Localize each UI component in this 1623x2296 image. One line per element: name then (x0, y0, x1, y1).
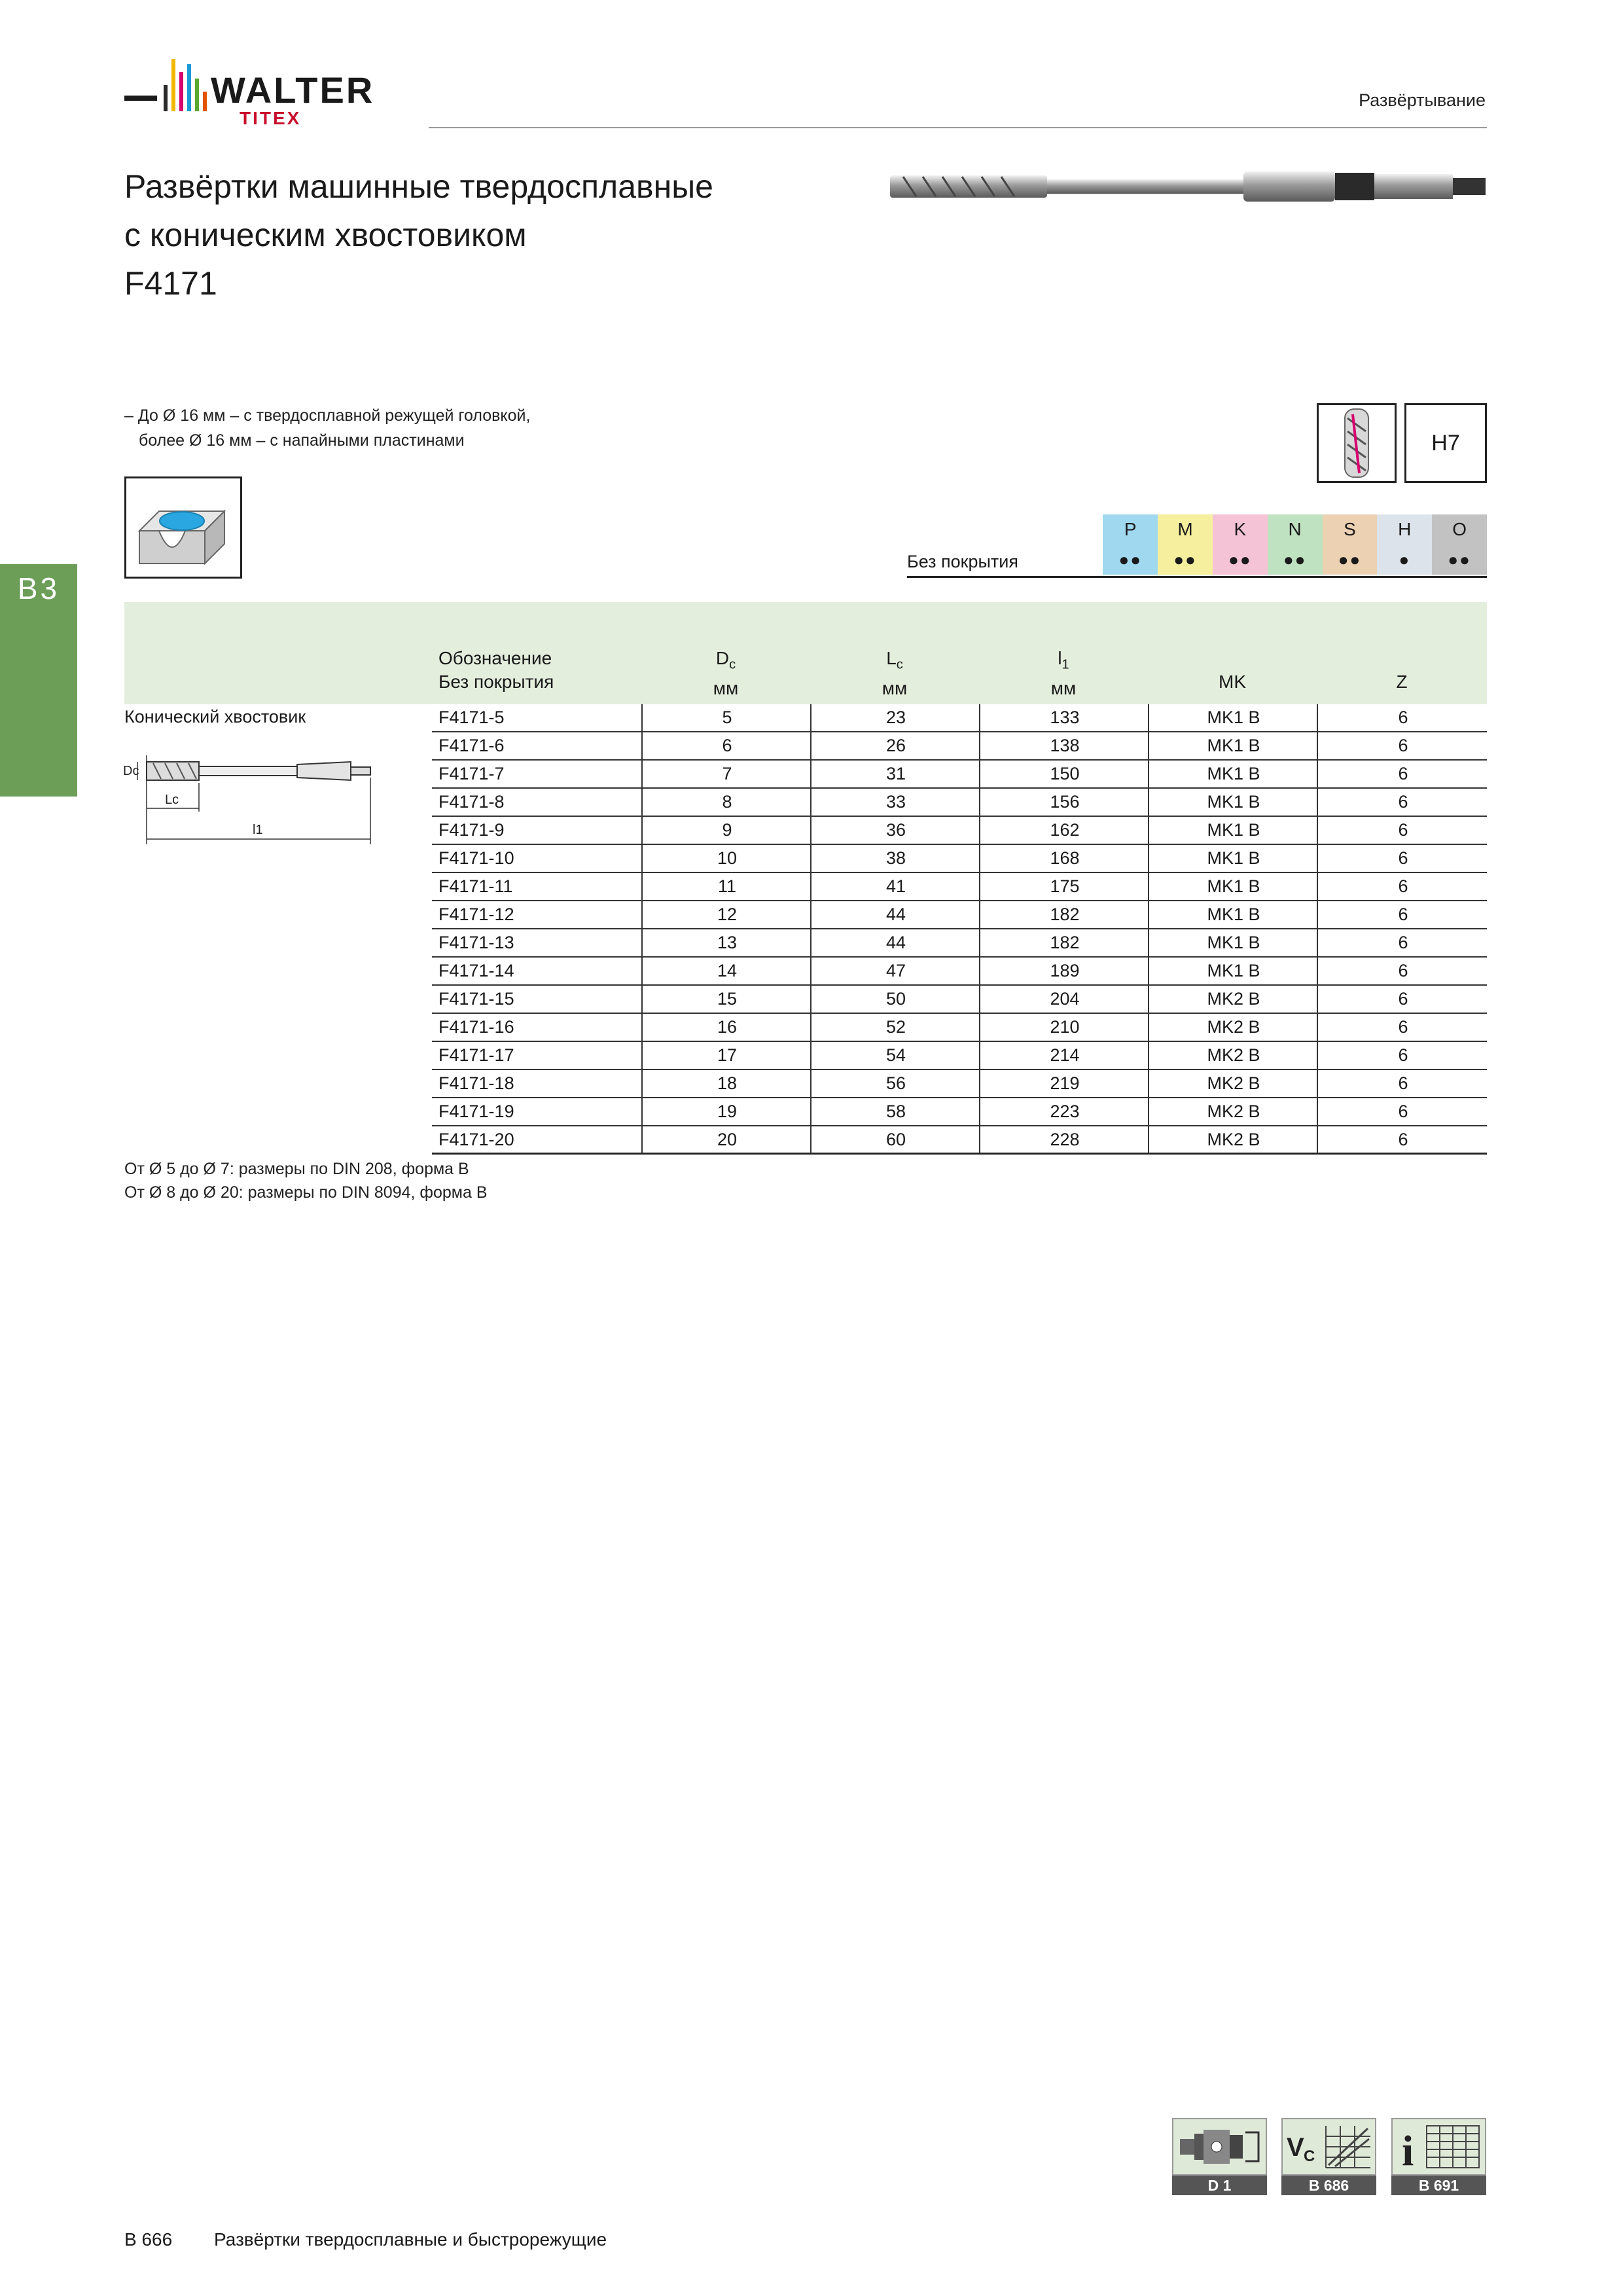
info-table-icon (1393, 2119, 1485, 2174)
table-row: F4171-17 17 54 214 MK2 B 6 (124, 1042, 1487, 1070)
svg-text:C: C (1304, 2147, 1315, 2165)
spiral-flute-icon (1319, 405, 1395, 481)
reference-b691[interactable]: i B 691 (1391, 2118, 1486, 2195)
note-line2: более Ø 16 мм – с напайными пластинами (139, 431, 465, 450)
table-row: F4171-11 11 41 175 MK1 B 6 (124, 873, 1487, 901)
rating-h: ● (1377, 545, 1432, 575)
svg-text:V: V (1287, 2133, 1304, 2162)
material-code-o: O (1432, 514, 1487, 545)
cutting-speed-chart-icon (1283, 2119, 1375, 2174)
header-divider (429, 127, 1487, 128)
note-line1: – До Ø 16 мм – с твердосплавной режущей головкой, (124, 406, 531, 425)
table-row: F4171-13 13 44 182 MK1 B 6 (124, 929, 1487, 958)
rating-s: ●● (1323, 545, 1378, 575)
material-strip-rule (907, 576, 1487, 578)
table-row: F4171-19 19 58 223 MK2 B 6 (124, 1098, 1487, 1126)
coating-label: Без покрытия (907, 552, 1018, 571)
page-number: B 666 (124, 2229, 173, 2250)
table-row: F4171-18 18 56 219 MK2 B 6 (124, 1070, 1487, 1098)
header-lc: $L_c$ мм (882, 648, 908, 698)
lc-label: Lc (165, 793, 179, 807)
material-code-k: K (1213, 514, 1268, 545)
section-label: Развёртывание (1359, 90, 1486, 110)
table-row: F4171-14 14 47 189 MK1 B 6 (124, 958, 1487, 986)
footnote-2: От Ø 8 до Ø 20: размеры по DIN 8094, форма B (124, 1183, 488, 1202)
material-code-s: S (1323, 514, 1378, 545)
tolerance-badge: H7 (1404, 403, 1487, 483)
rating-k: ●● (1213, 545, 1268, 575)
page-title-line2: с коническим хвостовиком (124, 217, 527, 253)
reference-d1[interactable]: D 1 (1172, 2118, 1267, 2195)
rating-m: ●● (1158, 545, 1213, 575)
header-z: Z (1396, 672, 1408, 692)
section-tab-label: B3 (17, 571, 60, 605)
material-code-n: N (1268, 514, 1323, 545)
tool-holder-icon (1173, 2119, 1266, 2174)
table-row: F4171-15 15 50 204 MK2 B 6 (124, 986, 1487, 1014)
table-header (124, 602, 1487, 704)
material-rating-row (907, 545, 1487, 575)
material-code-m: M (1158, 514, 1213, 545)
l1-label: l1 (253, 823, 263, 837)
table-row: F4171-9 9 36 162 MK1 B 6 (124, 817, 1487, 845)
header-designation: Обозначение Без покрытия (438, 648, 554, 692)
reference-b686[interactable]: V C B 686 (1281, 2118, 1376, 2195)
application-icon-box (124, 476, 242, 579)
material-suitability-strip (907, 514, 1487, 575)
page-title-line1: Развёртки машинные твердосплавные (124, 168, 713, 205)
footnotes (124, 1157, 488, 1204)
table-row: F4171-6 6 26 138 MK1 B 6 (124, 732, 1487, 761)
dc-label: Dc (123, 764, 139, 778)
svg-text:TITEX: TITEX (240, 108, 302, 128)
page-footer (124, 2229, 607, 2250)
svg-text:WALTER: WALTER (211, 69, 375, 111)
reamer-type-icon (1317, 403, 1397, 483)
header-dc: $D_c$ мм (713, 648, 739, 698)
feature-notes (124, 403, 530, 453)
table-row: F4171-20 20 60 228 MK2 B 6 (124, 1126, 1487, 1155)
header-l1: $l_1$ мм (1050, 648, 1077, 698)
shank-type-label: Конический хвостовик (124, 707, 306, 726)
footer-title: Развёртки твердосплавные и быстрорежущие (213, 2229, 607, 2250)
title-block (124, 162, 713, 308)
material-codes-row (907, 514, 1487, 545)
through-hole-icon (126, 478, 240, 577)
table-row: F4171-5 5 23 133 MK1 B 6 (124, 704, 1487, 732)
dimension-drawing (122, 746, 403, 857)
footnote-1: От Ø 5 до Ø 7: размеры по DIN 208, форма B (124, 1160, 469, 1178)
table-row: F4171-16 16 52 210 MK2 B 6 (124, 1014, 1487, 1042)
material-code-p: P (1103, 514, 1158, 545)
svg-text:i: i (1402, 2127, 1414, 2174)
rating-p: ●● (1103, 545, 1158, 575)
rating-n: ●● (1268, 545, 1323, 575)
rating-o: ●● (1432, 545, 1487, 575)
table-row: F4171-8 8 33 156 MK1 B 6 (124, 789, 1487, 817)
table-row: F4171-12 12 44 182 MK1 B 6 (124, 901, 1487, 929)
header-mk: MK (1219, 672, 1246, 692)
reamer-product-image (890, 164, 1486, 209)
table-row: F4171-10 10 38 168 MK1 B 6 (124, 845, 1487, 873)
walter-titex-logo (124, 59, 399, 131)
material-code-h: H (1377, 514, 1432, 545)
product-code: F4171 (124, 265, 217, 302)
table-row: F4171-7 7 31 150 MK1 B 6 (124, 761, 1487, 789)
